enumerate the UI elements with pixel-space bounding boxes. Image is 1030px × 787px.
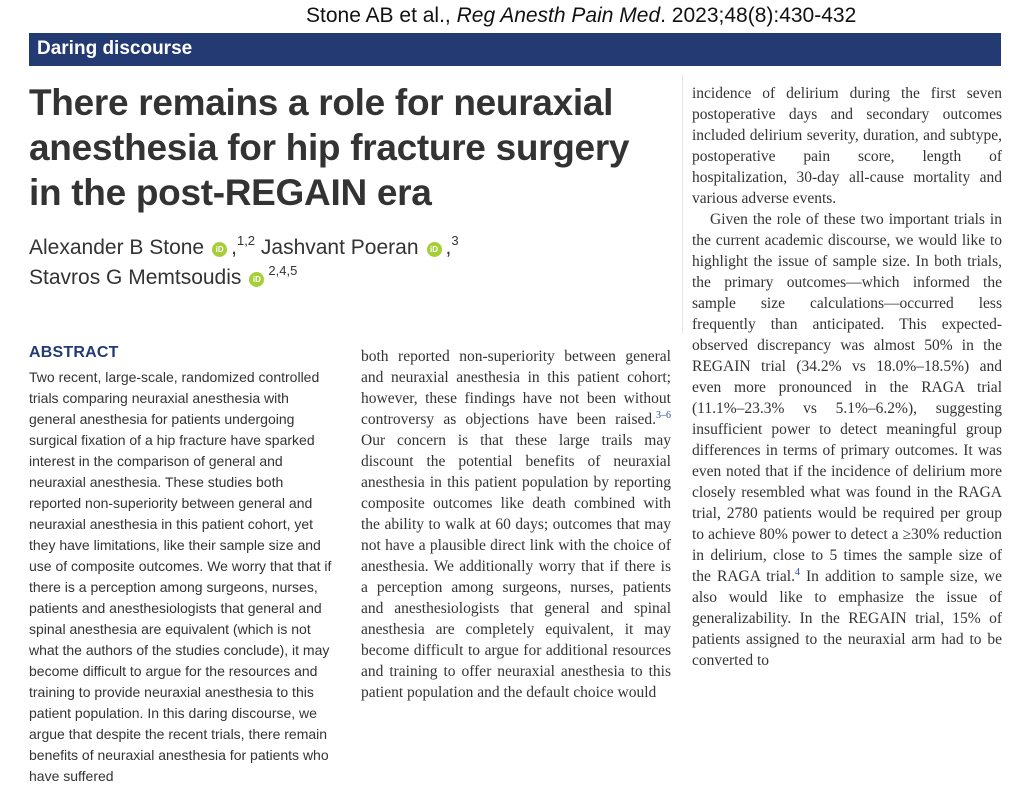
paragraph-text: both reported non-superiority between general and neuraxial anesthesia in this patient cohort; however, these findings have not been without controversy as objections have been raised. — [361, 348, 671, 428]
paragraph-text: In addition to sample size, we also would like to emphasize the issue of generalizability. In the REGAIN trial, 15% of patients assigned to the neuraxial arm had to be converted to — [692, 568, 1002, 669]
author-affiliation: 1,2 — [236, 233, 256, 248]
author-1 — [29, 233, 256, 259]
body-column-2 — [361, 346, 671, 703]
author-name: Jashvant Poeran — [260, 236, 419, 259]
citation-details: . 2023;48(8):430-432 — [660, 4, 857, 27]
author-name: Stavros G Memtsoudis — [29, 266, 242, 289]
column-divider — [682, 74, 683, 334]
author-list — [29, 233, 669, 293]
orcid-icon[interactable]: iD — [249, 272, 264, 287]
author-name: Alexander B Stone — [29, 236, 205, 259]
citation-header — [306, 4, 1006, 28]
paragraph: incidence of delirium during the first seven postoperative days and secondary outcomes included delirium severity, duration, and subtype, postoperative pain score, length of hospitalization, 30-day all-cause mortality and various adverse events. — [692, 85, 1002, 207]
author-affiliation: 3 — [451, 233, 459, 248]
article-title: There remains a role for neuraxial anesthesia for hip fracture surgery in the post-REGAIN era — [29, 82, 630, 213]
author-3 — [29, 263, 298, 289]
section-label: Daring discourse — [37, 38, 193, 59]
abstract-heading: ABSTRACT — [29, 344, 119, 361]
paragraph-text: Given the role of these two important trials in the current academic discourse, we would like to highlight the issue of sample size. In both trials, the primary outcomes—which informed the sample size calculations—occurred less frequently than anticipated. This expected-observed discrepancy was almost 50% in the REGAIN trial (34.2% vs 18.0%–18.5%) and even more pronounced in the RAGA trial (11.1%–23.3% vs 5.1%–6.2%), suggesting insufficient power to detect meaningful group differences in terms of primary outcomes. It was even noted that if the incidence of delirium more closely resembled what was found in the RAGA trial, 2780 patients would be required per group to achieve 80% power to detect a ≥30% reduction in delirium, close to 5 times the sample size of the RAGA trial. — [692, 211, 1002, 585]
author-separator: , — [445, 236, 452, 259]
paragraph-text: Our concern is that these large trails may discount the potential benefits of neuraxial anesthesia in this patient population by reporting composite outcomes like death combined with the ability to walk at 60 days; outcomes that may not have a plausible direct link with the choice of anesthesia. We additionally worry that if there is a perception among surgeons, nurses, patients and anesthesiologists that general and spinal anesthesia are completely equivalent, it may become difficult to argue for additional resources and training to offer neuraxial anesthesia to this patient population and the default choice would — [361, 432, 671, 701]
reference-link[interactable]: 3–6 — [656, 410, 671, 421]
section-banner — [29, 33, 1001, 66]
author-affiliation: 2,4,5 — [268, 263, 298, 278]
paragraph — [361, 346, 671, 703]
reference-link[interactable]: 4 — [794, 567, 800, 578]
author-separator: , — [231, 236, 237, 259]
paragraph — [692, 209, 1002, 671]
author-2 — [260, 233, 459, 259]
citation-journal: Reg Anesth Pain Med — [456, 4, 661, 27]
orcid-icon[interactable]: iD — [212, 242, 227, 257]
orcid-icon[interactable]: iD — [427, 242, 442, 257]
citation-authors: Stone AB et al., — [306, 4, 451, 27]
body-column-3 — [692, 83, 1002, 671]
abstract-text: Two recent, large-scale, randomized controlled trials comparing neuraxial anesthesia with general anesthesia for patients undergoing surgical fixation of a hip fracture have sparked interest in the comparison of general and neuraxial anesthesia. These studies both reported non-superiority between general and neuraxial anesthesia in this patient cohort, yet they have limitations, like their sample size and use of composite outcomes. We worry that that if there is a perception among surgeons, nurses, patients and anesthesiologists that general and spinal anesthesia are equivalent (which is not what the authors of the studies conclude), it may become difficult to argue for the resources and training to provide neuraxial anesthesia to this patient population. In this daring discourse, we argue that despite the recent trials, there remain benefits of neuraxial anesthesia for patients who have suffered — [29, 369, 332, 784]
